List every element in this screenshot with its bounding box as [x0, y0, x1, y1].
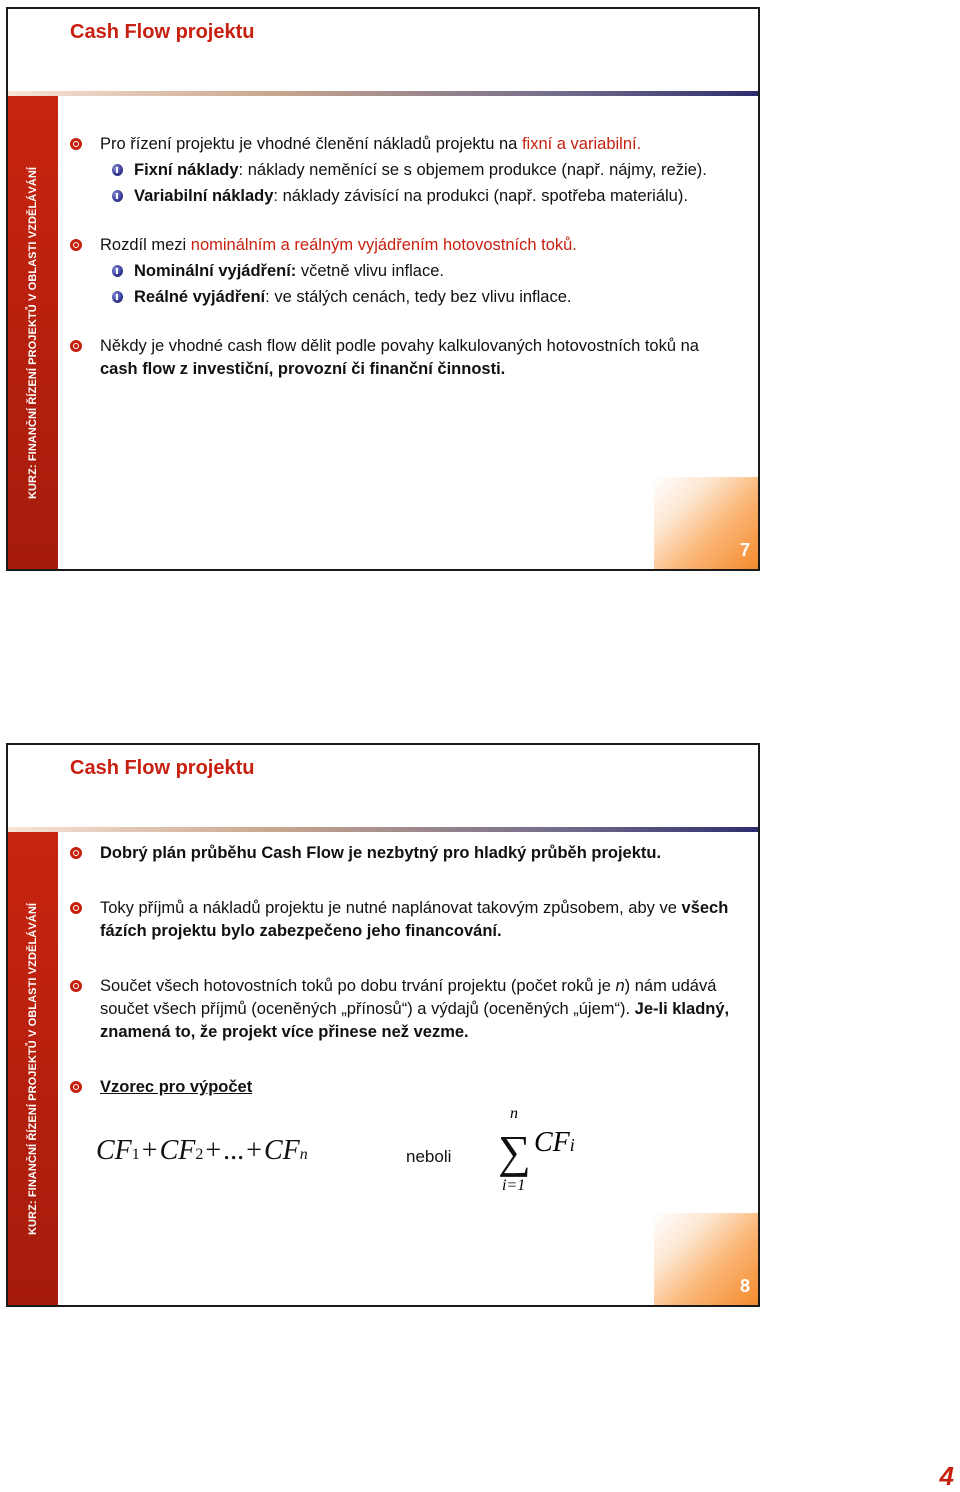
slide-number: 8 [739, 1276, 750, 1296]
swirl-bullet-icon [70, 847, 82, 859]
bullet-good-plan: Dobrý plán průběhu Cash Flow je nezbytný pro hladký průběh projektu. [70, 842, 730, 865]
formula-sigma [494, 1105, 614, 1197]
sub-bullet-real: Reálné vyjádření: ve stálých cenách, tedy bez vlivu inflace. [100, 286, 730, 309]
sub-bullet-nominal: Nominální vyjádření: včetně vlivu inflace. [100, 260, 730, 283]
title-divider [8, 91, 758, 96]
swirl-bullet-icon [70, 239, 82, 251]
swirl-bullet-icon [70, 980, 82, 992]
slide-title: Cash Flow projektu [70, 757, 255, 779]
side-bar [8, 96, 58, 569]
bullet-nominal-vs-real: Rozdíl mezi nominálním a reálným vyjádřením hotovostních toků. Nominální vyjádření: včetně vlivu inflace. Reálné vyjádření: ve stálých cenách, tedy bez vlivu inflace. [70, 234, 730, 309]
sub-list [100, 260, 730, 309]
swirl-bullet-icon [70, 902, 82, 914]
title-band [8, 9, 758, 91]
swirl-bullet-icon [70, 1081, 82, 1093]
formula-sum-expanded: CF1+CF2+...+CFn [96, 1135, 308, 1166]
formula [70, 1105, 730, 1197]
sub-bullet-fixed-costs: Fixní náklady: náklady neměnící se s objemem produkce (např. nájmy, režie). [100, 159, 730, 182]
disc-bullet-icon [112, 291, 123, 303]
slide-content [70, 133, 730, 381]
swirl-bullet-icon [70, 138, 82, 150]
document-page-number: 4 [939, 1461, 954, 1491]
title-band [8, 745, 758, 827]
slide-number: 7 [739, 540, 750, 560]
disc-bullet-icon [112, 164, 123, 176]
bullet-cost-split: Pro řízení projektu je vhodné členění nákladů projektu na fixní a variabilní. Fixní náklady: náklady neměnící se s objemem produkce (např. nájmy, režie). Variabilní náklady: náklady závisící na produkci (např. spotřeba materiálu). [70, 133, 730, 208]
bullet-plan-flows: Toky příjmů a nákladů projektu je nutné naplánovat takovým způsobem, aby ve všech fázích projektu bylo zabezpečeno jeho financování. [70, 897, 730, 943]
disc-bullet-icon [112, 190, 123, 202]
slide-8 [6, 743, 760, 1307]
bullet-formula-heading: Vzorec pro výpočet [70, 1076, 730, 1099]
slide-content [70, 842, 730, 1197]
bullet-cash-flow-split: Někdy je vhodné cash flow dělit podle povahy kalkulovaných hotovostních toků na cash flow z investiční, provozní či finanční činnosti. [70, 335, 730, 381]
sigma-upper-limit: n [510, 1105, 518, 1122]
sigma-symbol: ∑ [498, 1126, 531, 1177]
sigma-term: CFi [534, 1127, 575, 1158]
title-divider [8, 827, 758, 832]
side-course-label: KURZ: FINANČNÍ ŘÍZENÍ PROJEKTŮ V OBLASTI VZDĚLÁVÁNÍ [27, 166, 39, 499]
slide-7 [6, 7, 760, 571]
sub-bullet-variable-costs: Variabilní náklady: náklady závisící na produkci (např. spotřeba materiálu). [100, 185, 730, 208]
disc-bullet-icon [112, 265, 123, 277]
side-course-label: KURZ: FINANČNÍ ŘÍZENÍ PROJEKTŮ V OBLASTI VZDĚLÁVÁNÍ [27, 902, 39, 1235]
formula-or-label: neboli [406, 1147, 452, 1166]
swirl-bullet-icon [70, 340, 82, 352]
slide-title: Cash Flow projektu [70, 21, 255, 43]
bullet-sum-of-flows: Součet všech hotovostních toků po dobu trvání projektu (počet roků je n) nám udává součet všech příjmů (oceněných „přínosů“) a výdajů (oceněných „újem“). Je-li kladný, znamená to, že projekt více přinese než vezme. [70, 975, 730, 1044]
sub-list [100, 159, 730, 208]
sigma-lower-limit: i=1 [502, 1177, 526, 1194]
side-bar [8, 832, 58, 1305]
